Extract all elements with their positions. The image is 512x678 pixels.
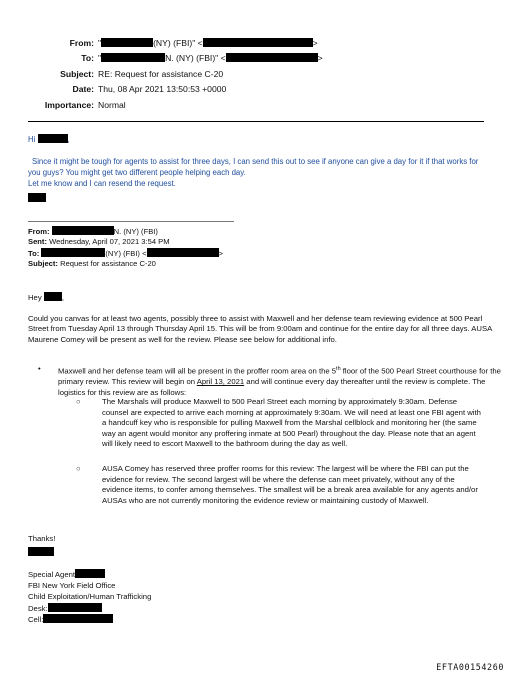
date-link[interactable]: April 13, 2021 xyxy=(196,377,245,387)
subject-label: Subject: xyxy=(60,68,94,79)
from-quote: " xyxy=(98,38,102,48)
redaction-box xyxy=(44,292,62,301)
from-close: > xyxy=(312,38,318,48)
to-org: N. (NY) (FBI)" < xyxy=(165,53,226,64)
redaction-box xyxy=(43,614,113,623)
header-subject-row xyxy=(0,67,512,82)
date-value: Thu, 08 Apr 2021 13:50:53 +0000 xyxy=(98,84,227,95)
email-document: From: " (NY) (FBI)" < > To: " N. (NY) (FBI)" < > Subject: RE: Request for assistance C-20 Date: Thu, 08 Apr 2021 13:50:53 +0000 Importance: Normal Hi , Since it might be tough for agents to assist for three days, I can send this out to see if anyone can give a day for it if that works for you guys? You might get two different people helping each day. Let me know and I can resend the request. From: N. (NY) (FBI) Sent: Wednesday, April 07, 2021 3:54 PM To: (NY) (FBI) < > Subject: Request for assistance C-20 Hey , Could you canvas for at least two agents, possibly three to assist with Maxwell and her defense team reviewing evidence at 500 Pearl Street from Tuesday April 13 through Thursday April 15. This will be from 9:00am and continue for the entire day for all three days. AUSA Maurene Comey will be present as well for the review. Please see below for additional info. • Maxwell and her defense team will all be present in the proffer room area on the 5th floor of the 500 Pearl Street courthouse for the primary review. This review will begin on April 13, 2021 and will continue every day thereafter until the review is complete. The logistics for this review are as follows: ○ The Marshals will produce Maxwell to 500 Pearl Street each morning by approximately 9:30am. Defense counsel are expected to arrive each morning at approximately 9:30am. We will need at least one FBI agent with a handcuff key who is responsible for pulling Maxwell from the Marshal cellblock and monitoring her (the same way an agent would monitor any proffering inmate at 500 Pearl) throughout the day. Please note that an agent will likely need to escort Maxwell to the bathroom during the day as well. ○ AUSA Comey has reserved three proffer rooms for this review: The largest will be where the FBI can put the evidence for review. The second largest will be where the defense can meet privately, without any of the evidence items, to confer among themselves. The smallest will be a break area available for any agents and/or AUSAs who are not currently monitoring the evidence review or maintaining custody of Maxwell. Thanks! Special Agent FBI New York Field Office Child Exploitation/Human Trafficking Desk: Cell: EFTA00154260 xyxy=(0,0,512,678)
redaction-box xyxy=(48,603,102,612)
redaction-box xyxy=(203,38,313,47)
reply-message xyxy=(28,134,488,204)
redaction-box xyxy=(226,53,318,62)
signature-office: FBI New York Field Office xyxy=(28,580,116,590)
header-to-row xyxy=(0,51,512,66)
hollow-bullet-icon: ○ xyxy=(76,464,81,473)
redaction-box xyxy=(101,38,153,47)
redaction-box xyxy=(38,134,68,143)
redaction-box xyxy=(28,547,54,556)
forward-separator xyxy=(28,221,234,222)
hollow-bullet-icon: ○ xyxy=(76,397,81,406)
fwd-from-row: From: N. (NY) (FBI) xyxy=(28,227,158,236)
importance-value: Normal xyxy=(98,99,126,110)
header-from-row xyxy=(0,36,512,51)
subject-value: RE: Request for assistance C-20 xyxy=(98,68,224,79)
signature-desk: Desk: xyxy=(28,603,328,615)
redaction-box xyxy=(147,248,219,257)
email-header xyxy=(0,36,512,113)
body-greeting: Hey , xyxy=(28,293,64,302)
importance-label: Importance: xyxy=(44,99,94,110)
header-importance-row xyxy=(0,98,512,113)
redaction-box xyxy=(75,569,105,578)
header-date-row xyxy=(0,82,512,97)
fwd-subject-row: Subject: Request for assistance C-20 xyxy=(28,258,156,268)
redaction-box xyxy=(28,193,46,202)
body-paragraph: Could you canvas for at least two agents, possibly three to assist with Maxwell and her defense team reviewing evidence at 500 Pearl Street from Tuesday April 13 through Thursday April 15. This will be from 9:00am and continue for the entire day for all three days. AUSA Maurene Comey will be present as well for the review. Please see below for additional info. xyxy=(28,313,492,344)
reply-paragraph: Since it might be tough for agents to assist for three days, I can send this out to see if anyone can give a day for it if that works for you guys? You might get two different people helping each day. xyxy=(28,157,479,177)
fwd-to-row: To: (NY) (FBI) < > xyxy=(28,248,223,258)
fwd-sent-row: Sent: Wednesday, April 07, 2021 3:54 PM xyxy=(28,237,170,247)
reply-resend-line: Let me know and I can resend the request. xyxy=(28,179,176,188)
from-org: (NY) (FBI)" < xyxy=(153,38,203,48)
redaction-box xyxy=(41,248,105,257)
to-label: To: xyxy=(81,53,94,64)
signature-unit: Child Exploitation/Human Trafficking xyxy=(28,591,152,601)
message-body xyxy=(28,292,492,345)
to-close: > xyxy=(317,53,323,64)
bullet-icon: • xyxy=(38,364,41,373)
date-label: Date: xyxy=(72,84,94,95)
signature-block xyxy=(28,534,328,626)
reply-greeting: Hi , xyxy=(28,135,70,144)
redaction-box xyxy=(52,226,114,235)
signature-title: Special Agent xyxy=(28,569,328,581)
to-quote: " xyxy=(98,53,102,64)
header-divider xyxy=(28,121,484,122)
signature-cell: Cell: xyxy=(28,614,328,626)
forwarded-header xyxy=(28,226,488,269)
thanks-line: Thanks! xyxy=(28,534,56,543)
from-label: From: xyxy=(69,38,94,48)
redaction-box xyxy=(101,53,165,62)
bates-number: EFTA00154260 xyxy=(436,662,504,672)
